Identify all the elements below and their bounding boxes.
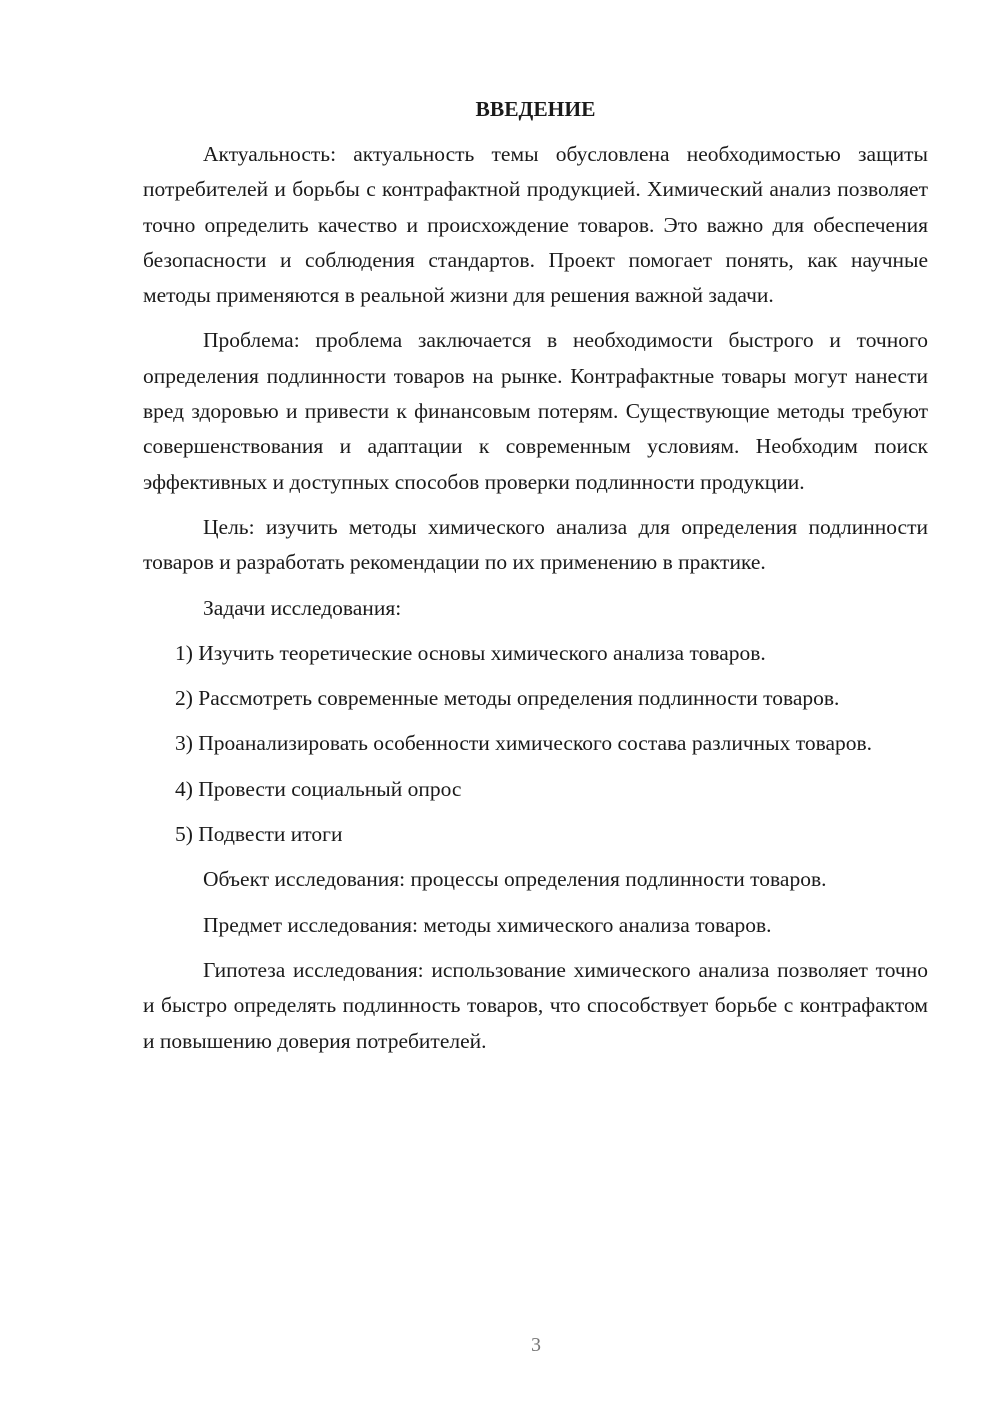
- relevance-paragraph: Актуальность: актуальность темы обусловлена необходимостью защиты потребителей и борьбы с контрафактной продукцией. Химический анализ позволяет точно определить качество и происхождение товаров. Это важно для обеспечения безопасности и соблюдения стандартов. Проект помогает понять, как научные методы применяются в реальной жизни для решения важной задачи.: [143, 142, 928, 308]
- task-item-4: 4) Провести социальный опрос: [175, 776, 462, 801]
- document-page: [143, 92, 928, 1069]
- task-item-3: 3) Проанализировать особенности химического состава различных товаров.: [175, 731, 873, 756]
- page-title: ВВЕДЕНИЕ: [475, 97, 596, 121]
- goal-paragraph: Цель: изучить методы химического анализа для определения подлинности товаров и разработать рекомендации по их применению в практике.: [143, 514, 928, 575]
- task-item-2: 2) Рассмотреть современные методы определения подлинности товаров.: [175, 686, 840, 711]
- task-item-1: 1) Изучить теоретические основы химического анализа товаров.: [175, 640, 766, 665]
- hypothesis-paragraph: Гипотеза исследования: использование химического анализа позволяет точно и быстро определять подлинность товаров, что способствует борьбе с контрафактом и повышению доверия потребителей.: [143, 957, 928, 1053]
- task-item-5: 5) Подвести итоги: [175, 822, 343, 847]
- subject-paragraph: Предмет исследования: методы химического анализа товаров.: [203, 912, 772, 937]
- object-paragraph: Объект исследования: процессы определения подлинности товаров.: [203, 867, 827, 892]
- tasks-heading: Задачи исследования:: [203, 595, 402, 620]
- page-number: 3: [531, 1334, 541, 1356]
- problem-paragraph: Проблема: проблема заключается в необходимости быстрого и точного определения подлинности товаров на рынке. Контрафактные товары могут нанести вред здоровью и привести к финансовым потерям. Существующие методы требуют совершенствования и адаптации к современным условиям. Необходим поиск эффективных и доступных способов проверки подлинности продукции.: [143, 328, 928, 494]
